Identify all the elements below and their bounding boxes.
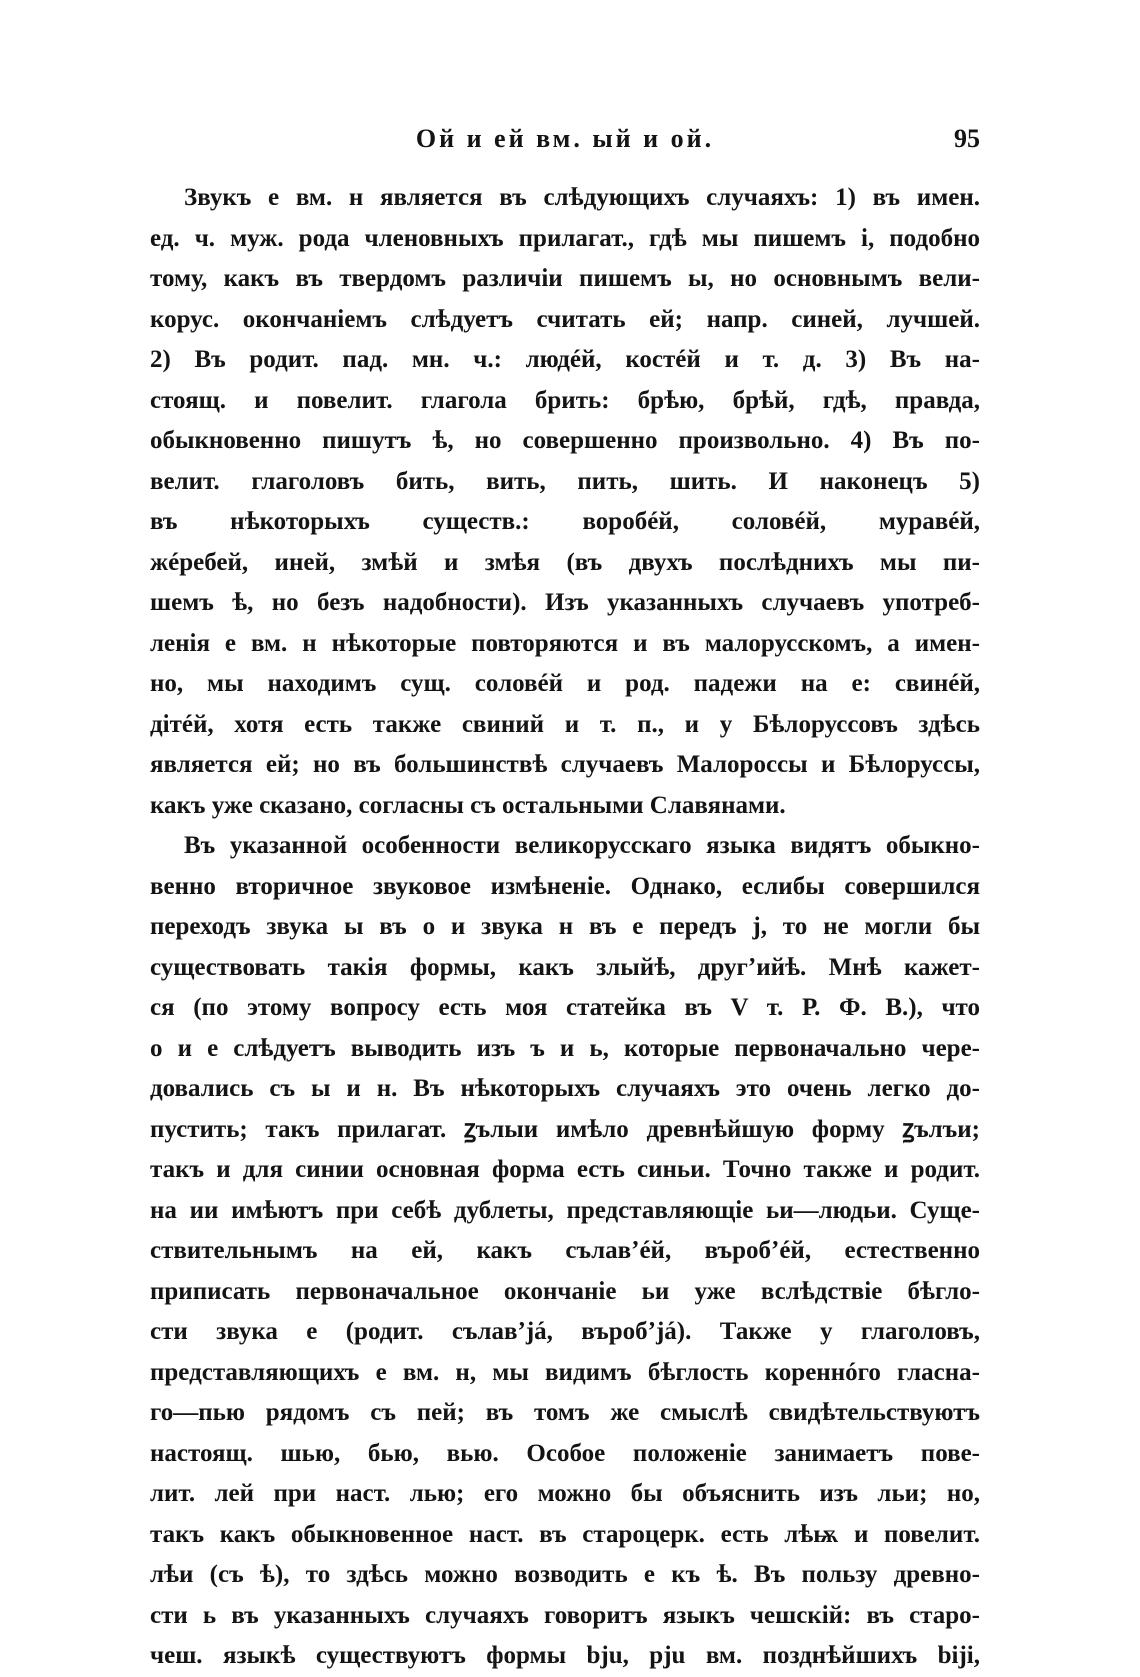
text-line: лит. лей при наст. лью; его можно бы объяснить изъ льи; но,	[150, 1480, 980, 1507]
text-line: сти ь въ указанныхъ случаяхъ говоритъ языкъ чешскій: въ старо-	[150, 1601, 980, 1629]
text-line: на ии имѣютъ при себѣ дублеты, представляющіе ьи—людьи. Суще-	[150, 1196, 980, 1224]
text-line: сти звука е (родит. сълавʼjá, въробʼjá). Также у глаголовъ,	[150, 1318, 980, 1345]
text-line: приписать первоначальное окончаніе ьи уже вслѣдствіе бѣгло-	[150, 1277, 980, 1305]
text-line: въ нѣкоторыхъ существ.: воробéй, соловéй, муравéй,	[150, 508, 980, 535]
text-line: Въ указанной особенности великорусскаго языка видятъ обыкно-	[184, 832, 980, 859]
text-line: тому, какъ въ твердомъ различіи пишемъ ы, но основнымъ вели-	[150, 265, 980, 292]
text-line: стоящ. и повелит. глагола брить: брѣю, брѣй, гдѣ, правда,	[150, 386, 980, 414]
text-line: о и е слѣдуетъ выводить изъ ъ и ь, которые первоначально чере-	[150, 1034, 980, 1062]
text-line: какъ уже сказано, согласны съ остальными Славянами.	[150, 791, 786, 819]
text-line: лѣи (съ ѣ), то здѣсь можно возводить е къ ѣ. Въ пользу древно-	[150, 1561, 980, 1588]
text-line: ед. ч. муж. рода членовныхъ прилагат., гдѣ мы пишемъ і, подобно	[150, 224, 980, 252]
body-text	[150, 178, 980, 1677]
text-line: представляющихъ е вм. н, мы видимъ бѣглость кореннóго гласна-	[150, 1358, 980, 1386]
text-line: существовать такія формы, какъ злыйѣ, другʼийѣ. Мнѣ кажет-	[150, 953, 980, 981]
text-line: такъ и для синии основная форма есть синьи. Точно также и родит.	[150, 1156, 980, 1183]
text-line: ся (по этому вопросу есть моя статейка въ V т. Р. Ф. В.), что	[150, 994, 980, 1021]
text-line: 2) Въ родит. пад. мн. ч.: людéй, костéй и т. д. 3) Въ на-	[150, 346, 980, 373]
text-line: Звукъ е вм. н является въ слѣдующихъ случаяхъ: 1) въ имен.	[184, 184, 980, 211]
paragraph-2	[150, 826, 980, 1677]
text-line: обыкновенно пишутъ ѣ, но совершенно произвольно. 4) Въ по-	[150, 427, 980, 454]
text-line: пустить; такъ прилагат. ꙁълыи имѣло древнѣйшую форму ꙁълъи;	[150, 1115, 980, 1143]
paragraph-1	[150, 178, 980, 826]
text-line: настоящ. шью, бью, вью. Особое положеніе занимаетъ пове-	[150, 1439, 980, 1467]
running-title: Ой и ей вм. ый и ой.	[415, 124, 715, 153]
text-line: переходъ звука ы въ о и звука н въ е передъ j, то не могли бы	[150, 913, 980, 940]
text-line: жéребей, иней, змѣй и змѣя (въ двухъ послѣднихъ мы пи-	[150, 548, 980, 576]
text-line: корус. окончаніемъ слѣдуетъ считать ей; напр. синей, лучшей.	[150, 305, 980, 333]
page-header	[150, 124, 980, 164]
text-line: довались съ ы и н. Въ нѣкоторыхъ случаяхъ это очень легко до-	[150, 1075, 980, 1102]
text-line: венно вторичное звуковое измѣненіе. Однако, еслибы совершился	[150, 872, 980, 900]
text-line: велит. глаголовъ бить, вить, пить, шить. И наконецъ 5)	[150, 467, 980, 495]
text-line: но, мы находимъ сущ. соловéй и род. падежи на е: свинéй,	[150, 670, 980, 697]
text-line: такъ какъ обыкновенное наст. въ староцерк. есть лѣѭ и повелит.	[150, 1520, 980, 1548]
text-line: шемъ ѣ, но безъ надобности). Изъ указанныхъ случаевъ употреб-	[150, 589, 980, 616]
text-line: дітéй, хотя есть также свиний и т. п., и у Бѣлоруссовъ здѣсь	[150, 710, 980, 738]
text-line: ствительнымъ на ей, какъ сълавʼéй, въробʼéй, естественно	[150, 1237, 980, 1264]
text-line: чеш. языкѣ существуютъ формы bju, pju вм. позднѣйшихъ biji,	[150, 1642, 980, 1669]
text-line: является ей; но въ большинствѣ случаевъ Малороссы и Бѣлоруссы,	[150, 751, 980, 778]
text-line: ленія е вм. н нѣкоторые повторяются и въ малорусскомъ, а имен-	[150, 629, 980, 657]
text-line: го—пью рядомъ съ пей; въ томъ же смыслѣ свидѣтельствуютъ	[150, 1399, 980, 1426]
page-number: 95	[954, 124, 980, 153]
